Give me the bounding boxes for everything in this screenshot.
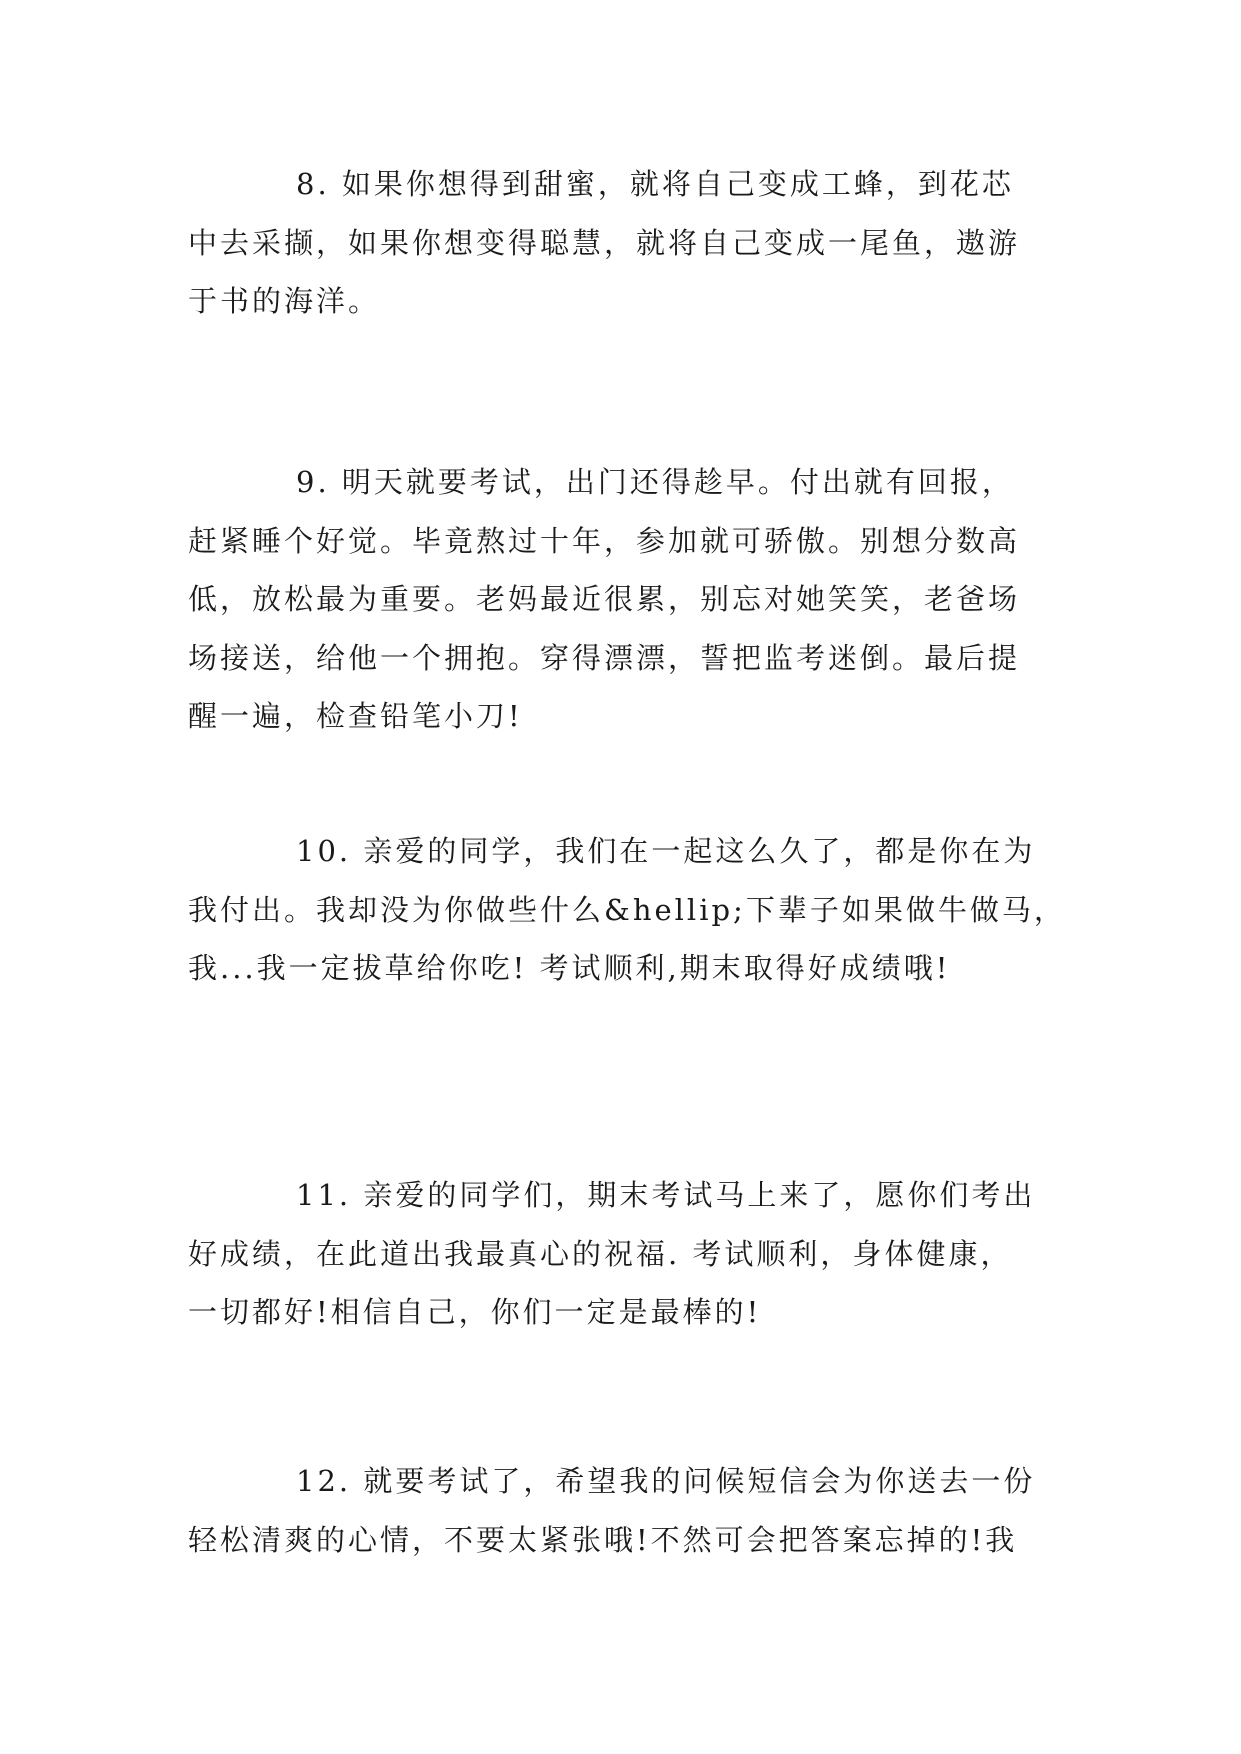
text-line: 醒一遍，检查铅笔小刀! (188, 699, 523, 733)
text-line: 8. 如果你想得到甜蜜，就将自己变成工蜂，到花芯 (296, 167, 1014, 201)
text-line: 低，放松最为重要。老妈最近很累，别忘对她笑笑，老爸场 (188, 582, 1021, 616)
text-line: 于书的海洋。 (188, 284, 381, 318)
text-line: 好成绩，在此道出我最真心的祝福. 考试顺利，身体健康， (188, 1236, 1013, 1271)
text-line: 场接送，给他一个拥抱。穿得漂漂，誓把监考迷倒。最后提 (188, 640, 1021, 675)
text-line: 赶紧睡个好觉。毕竟熬过十年，参加就可骄傲。别想分数高 (188, 523, 1021, 558)
text-line: 轻松清爽的心情，不要太紧张哦!不然可会把答案忘掉的!我 (188, 1522, 1018, 1557)
text-line: 我...我一定拔草给你吃! 考试顺利,期末取得好成绩哦! (188, 951, 951, 985)
text-line: 10. 亲爱的同学，我们在一起这么久了，都是你在为 (296, 834, 1036, 868)
text-line: 11. 亲爱的同学们，期末考试马上来了，愿你们考出 (296, 1178, 1036, 1212)
paragraph-8 (188, 155, 1058, 331)
text-line: 12. 就要考试了，希望我的问候短信会为你送去一份 (296, 1464, 1036, 1498)
paragraph-9 (188, 453, 1058, 746)
text-line: 一切都好!相信自己，你们一定是最棒的! (188, 1295, 762, 1329)
text-line: 中去采撷，如果你想变得聪慧，就将自己变成一尾鱼，遨游 (188, 225, 1021, 260)
paragraph-12 (188, 1452, 1058, 1569)
paragraph-10 (188, 822, 1066, 998)
text-line: 9. 明天就要考试，出门还得趁早。付出就有回报， (296, 465, 1014, 499)
text-line: 我付出。我却没为你做些什么&hellip;下辈子如果做牛做马， (188, 892, 1066, 927)
paragraph-11 (188, 1166, 1058, 1342)
